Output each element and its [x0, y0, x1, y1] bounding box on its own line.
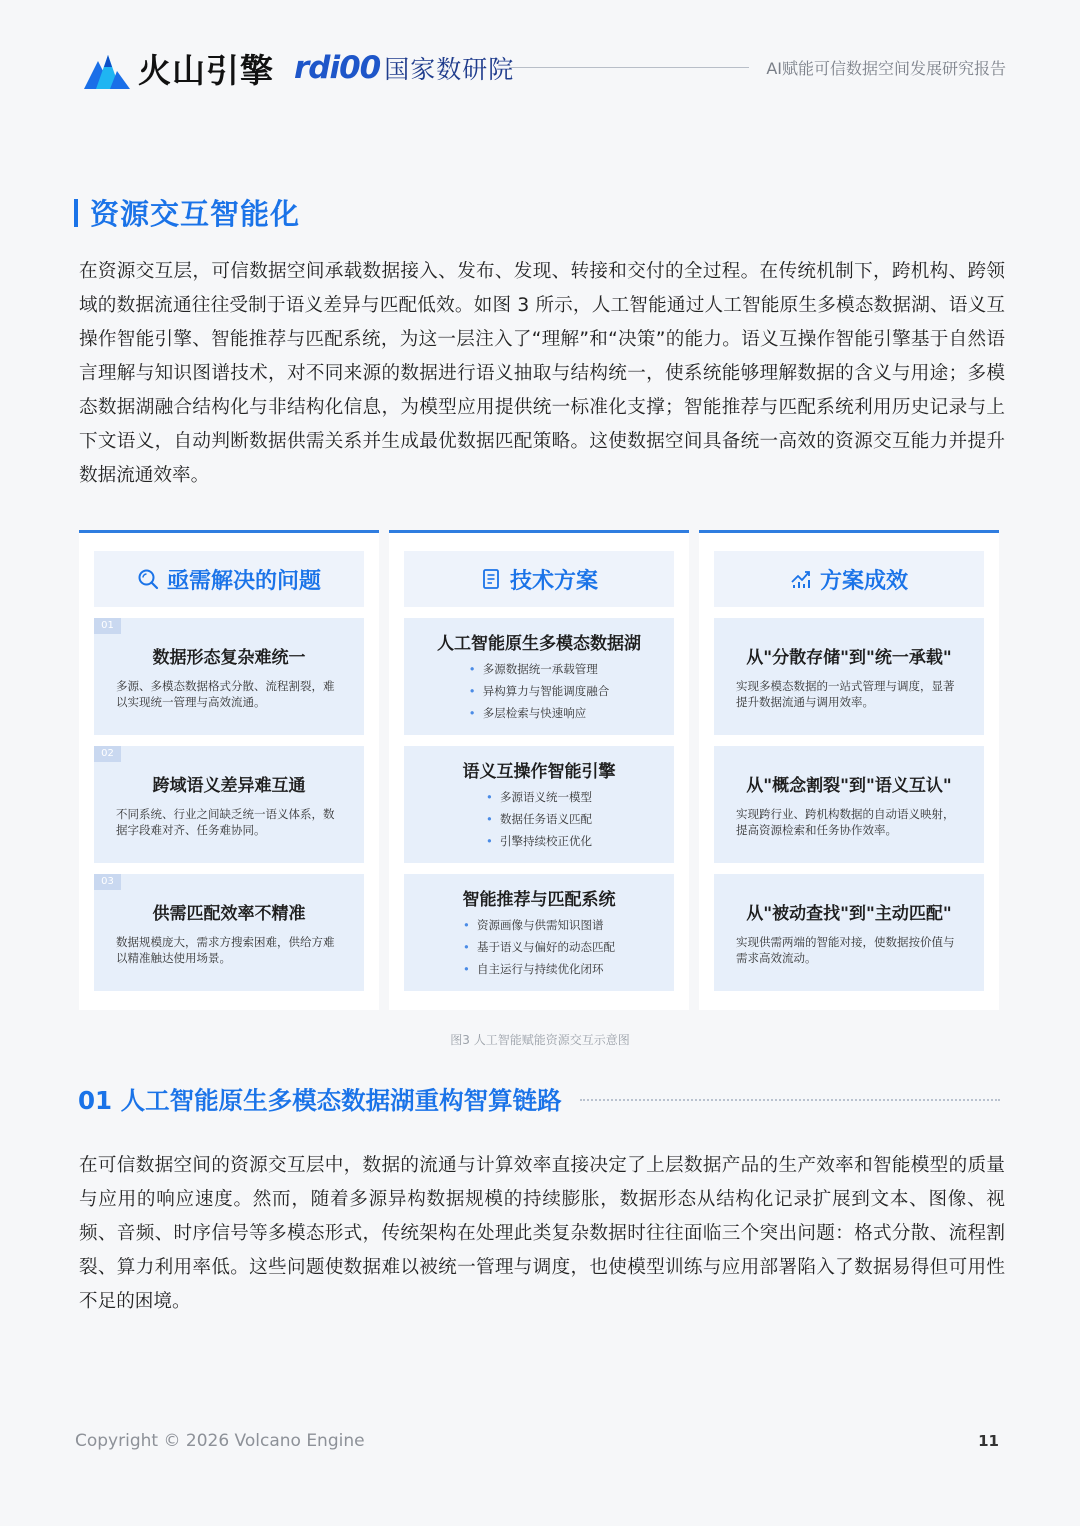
section-paragraph: 在资源交互层，可信数据空间承载数据接入、发布、发现、转接和交付的全过程。在传统机制下，跨机构、跨领域的数据流通往往受制于语义差异与匹配低效。如图 3 所示，人工智能通过人工智能原生多模态数据湖、语义互操作智能引擎、智能推荐与匹配系统，为这一层注入了“理解”和“决策”的能力。语义互操作智能引擎基于自然语言理解与知识图谱技术，对不同来源的数据进行语义抽取与结构统一，使系统能够理解数据的含义与用途；多模态数据湖融合结构化与非结构化信息，为模型应用提供统一标准化支撑；智能推荐与匹配系统利用历史记录与上下文语义，自动判断数据供需关系并生成最优数据匹配策略。这使数据空间具备统一高效的资源交互能力并提升数据流通效率。 [79, 261, 1005, 486]
section-accent-bar [74, 199, 78, 227]
result-card [714, 874, 984, 991]
problem-card [94, 746, 364, 863]
subsection-title: 01 人工智能原生多模态数据湖重构智算链路 [78, 1086, 562, 1115]
solution-title: 语义互操作智能引擎 [462, 762, 616, 782]
problem-card [94, 874, 364, 991]
subsection-dotted-line [580, 1099, 1000, 1101]
solutions-column [389, 530, 689, 1010]
result-title: 从"分散存储"到"统一承载" [746, 648, 952, 668]
problem-title: 供需匹配效率不精准 [152, 904, 306, 924]
solution-title: 智能推荐与匹配系统 [462, 890, 616, 910]
solution-point: • 异构算力与智能调度融合 [469, 680, 610, 702]
result-card [714, 618, 984, 735]
results-header [714, 551, 984, 607]
result-title: 从"被动查找"到"主动匹配" [746, 904, 952, 924]
resource-interaction-diagram [79, 530, 1001, 1010]
solution-point: • 自主运行与持续优化闭环 [463, 958, 615, 980]
page-number: 11 [978, 1432, 999, 1450]
solution-card [404, 746, 674, 863]
problem-description: 数据规模庞大，需求方搜索困难，供给方难以精准触达使用场景。 [116, 935, 335, 965]
copyright: Copyright © 2026 Volcano Engine [75, 1431, 365, 1451]
solution-point: • 多层检索与快速响应 [469, 702, 610, 724]
problem-number: 03 [94, 874, 121, 890]
result-description: 实现多模态数据的一站式管理与调度，显著提升数据流通与调用效率。 [736, 679, 955, 709]
solution-point: • 数据任务语义匹配 [486, 808, 592, 830]
section-title: 资源交互智能化 [90, 197, 301, 231]
page-header [84, 40, 1006, 96]
institute-logo [294, 50, 514, 86]
brand-institute-text: 国家数研院 [384, 55, 515, 84]
solutions-header [404, 551, 674, 607]
solution-point: • 资源画像与供需知识图谱 [463, 914, 615, 936]
problem-number: 01 [94, 618, 121, 634]
solution-card [404, 618, 674, 735]
problems-header [94, 551, 364, 607]
search-icon [137, 568, 159, 590]
solution-point: • 基于语义与偏好的动态匹配 [463, 936, 615, 958]
brand-volcano-text: 火山引擎 [138, 50, 274, 90]
result-title: 从"概念割裂"到"语义互认" [746, 776, 952, 796]
figure-caption: 图3 人工智能赋能资源交互示意图 [450, 1033, 630, 1047]
solutions-title: 技术方案 [509, 568, 598, 594]
solution-title: 人工智能原生多模态数据湖 [437, 634, 641, 654]
problem-title: 跨域语义差异难互通 [152, 776, 306, 796]
subsection-paragraph: 在可信数据空间的资源交互层中，数据的流通与计算效率直接决定了上层数据产品的生产效率和智能模型的质量与应用的响应速度。然而，随着多源异构数据规模的持续膨胀，数据形态从结构化记录扩展到文本、图像、视频、音频、时序信号等多模态形式，传统架构在处理此类复杂数据时往往面临三个突出问题：格式分散、流程割裂、算力利用率低。这些问题使数据难以被统一管理与调度，也使模型训练与应用部署陷入了数据易得但可用性不足的困境。 [79, 1155, 1005, 1312]
solution-point: • 多源数据统一承载管理 [469, 658, 610, 680]
problem-title: 数据形态复杂难统一 [152, 648, 306, 668]
volcano-engine-logo [84, 46, 274, 90]
solution-card [404, 874, 674, 991]
result-card [714, 746, 984, 863]
volcano-logo-icon [84, 47, 130, 89]
results-title: 方案成效 [819, 568, 908, 594]
results-column [699, 530, 999, 1010]
report-title: AI赋能可信数据空间发展研究报告 [766, 59, 1006, 78]
document-icon [480, 568, 502, 590]
institute-logo-mark: rdi00 [294, 50, 381, 86]
problem-description: 多源、多模态数据格式分散、流程割裂，难以实现统一管理与高效流通。 [116, 679, 335, 709]
header-divider [509, 67, 749, 68]
solution-points [463, 914, 615, 980]
problems-title: 亟需解决的问题 [166, 568, 321, 594]
solution-points [486, 786, 592, 852]
problem-number: 02 [94, 746, 121, 762]
solution-points [469, 658, 610, 724]
subsection-heading [78, 1082, 1000, 1117]
result-description: 实现跨行业、跨机构数据的自动语义映射，提高资源检索和任务协作效率。 [736, 807, 955, 837]
section-heading [74, 192, 300, 233]
solution-point: • 引擎持续校正优化 [486, 830, 592, 852]
result-description: 实现供需两端的智能对接，使数据按价值与需求高效流动。 [736, 935, 955, 965]
problem-description: 不同系统、行业之间缺乏统一语义体系，数据字段难对齐、任务难协同。 [116, 807, 335, 837]
problems-column [79, 530, 379, 1010]
chart-icon [790, 568, 812, 590]
problem-card [94, 618, 364, 735]
solution-point: • 多源语义统一模型 [486, 786, 592, 808]
